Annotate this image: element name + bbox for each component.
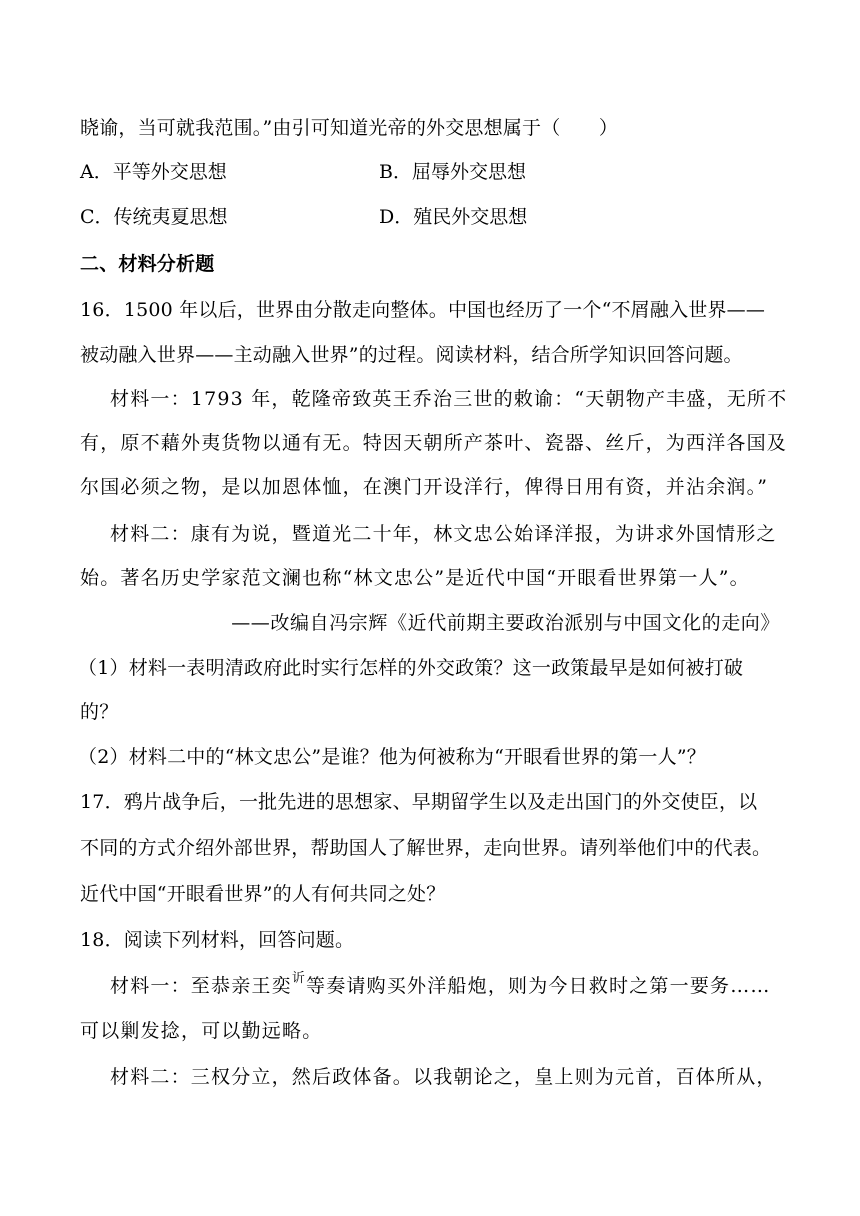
option-label: D． <box>379 206 414 228</box>
q16-material2-line: 材料二：康有为说，暨道光二十年，林文忠公始译洋报，为讲求外国情形之 <box>110 523 777 545</box>
q18-stem: 18．阅读下列材料，回答问题。 <box>80 929 355 951</box>
option-label: A． <box>80 161 113 183</box>
q16-subquestion-2: （2）材料二中的“林文忠公”是谁？他为何被称为“开眼看世界的第一人”？ <box>78 746 706 768</box>
q16-source-citation: ——改编自冯宗辉《近代前期主要政治派别与中国文化的走向》 <box>231 612 780 634</box>
q16-material1-line: 材料一：1793 年，乾隆帝致英王乔治三世的敕谕：“天朝物产丰盛，无所不 <box>110 388 788 410</box>
q16-material1-line: 尔国必须之物，是以加恩体恤，在澳门开设洋行，俾得日用有资，并沾余润。” <box>80 476 769 498</box>
option-text: 屈辱外交思想 <box>411 161 526 183</box>
q18-material1-text: 材料一：至恭亲王奕 <box>110 975 292 997</box>
q18-material1-line <box>110 971 771 1001</box>
option-label: C． <box>80 206 114 228</box>
q17-line: 不同的方式介绍外部世界，帮助国人了解世界，走向世界。请列举他们中的代表。 <box>80 837 772 859</box>
q16-stem-line: 被动融入世界——主动融入世界”的过程。阅读材料，结合所学知识回答问题。 <box>80 344 743 366</box>
q16-subquestion-1: （1）材料一表明清政府此时实行怎样的外交政策？这一政策最早是如何被打破 <box>78 657 744 679</box>
option-text: 传统夷夏思想 <box>113 206 228 228</box>
q16-stem-line: 16．1500 年以后，世界由分散走向整体。中国也经历了一个“不屑融入世界—— <box>80 299 766 321</box>
q18-material1-text: 等奏请购买外洋船炮，则为今日救时之第一要务…… <box>306 975 771 997</box>
q15-stem-continuation: 晓谕，当可就我范围。”由引可知道光帝的外交思想属于（ ） <box>80 117 619 139</box>
option-text: 殖民外交思想 <box>413 206 528 228</box>
q16-subquestion-1-cont: 的？ <box>80 701 119 723</box>
q18-material1-sup-char: 䜣 <box>291 971 307 986</box>
option-text: 平等外交思想 <box>112 161 227 183</box>
section-heading: 二、材料分析题 <box>80 253 215 275</box>
q16-material2-line: 始。著名历史学家范文澜也称“林文忠公”是近代中国“开眼看世界第一人”。 <box>80 567 750 589</box>
q16-material1-line: 有，原不藉外夷货物以通有无。特因天朝所产茶叶、瓷器、丝斤，为西洋各国及 <box>80 432 788 454</box>
option-label: B． <box>379 161 412 183</box>
q17-line: 近代中国“开眼看世界”的人有何共同之处？ <box>80 883 446 905</box>
q15-option-d <box>379 205 527 229</box>
q15-option-b <box>379 160 526 184</box>
q18-material2-line: 材料二：三权分立，然后政体备。以我朝论之，皇上则为元首，百体所从， <box>110 1066 777 1088</box>
q15-option-c <box>80 205 228 229</box>
q17-line: 17．鸦片战争后，一批先进的思想家、早期留学生以及走出国门的外交使臣，以 <box>80 791 758 813</box>
q18-material1-line: 可以剿发捻，可以勤远略。 <box>80 1020 323 1042</box>
q15-option-a <box>80 160 227 184</box>
